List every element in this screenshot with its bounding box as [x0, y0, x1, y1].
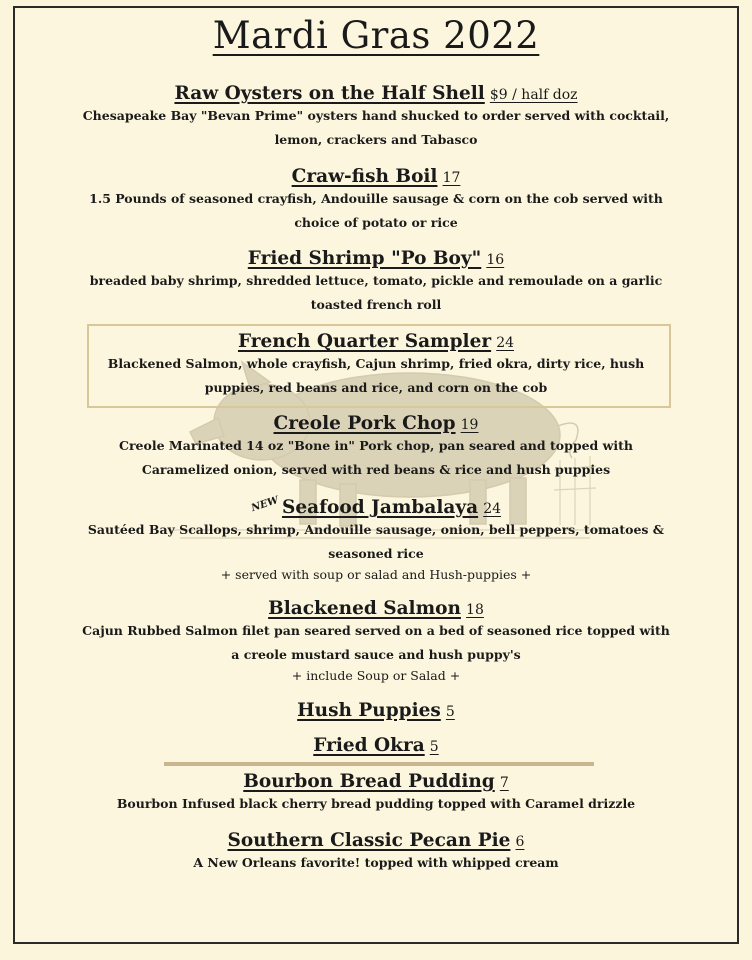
menu-item-hush-puppies	[0, 700, 752, 721]
menu-item-raw-oysters	[0, 83, 752, 152]
page-title: Mardi Gras 2022	[212, 14, 540, 57]
item-price: 19	[460, 417, 479, 433]
item-price: 24	[496, 335, 515, 351]
item-price: 16	[486, 252, 505, 268]
item-price: 5	[445, 704, 455, 720]
item-price: 6	[515, 834, 525, 850]
menu-item-fried-okra	[0, 735, 752, 756]
item-description: Sautéed Bay Scallops, shrimp, Andouille sausage, onion, bell peppers, tomatoes & seasoned rice	[87, 522, 665, 561]
item-price: 24	[483, 501, 502, 517]
item-name: French Quarter Sampler	[237, 331, 492, 352]
item-name: Fried Okra	[313, 735, 425, 756]
menu-item-fried-shrimp	[0, 248, 752, 317]
item-name: Seafood Jambalaya	[281, 497, 479, 518]
menu-item-french-quarter-sampler	[0, 331, 752, 400]
menu-item-bourbon-bread-pudding	[0, 771, 752, 816]
item-price: 7	[499, 775, 509, 791]
item-name: Creole Pork Chop	[273, 413, 456, 434]
item-name: Hush Puppies	[297, 700, 441, 721]
menu-item-pecan-pie	[0, 830, 752, 875]
menu-item-crawfish-boil	[0, 166, 752, 235]
item-name: Blackened Salmon	[268, 598, 461, 619]
item-price: $9 / half doz	[489, 87, 578, 103]
dessert-divider	[164, 762, 594, 766]
item-name: Bourbon Bread Pudding	[243, 771, 495, 792]
item-price: 17	[442, 170, 461, 186]
item-description: 1.5 Pounds of seasoned crayfish, Andouille sausage & corn on the cob served with choice of potato or rice	[89, 191, 663, 230]
item-name: Fried Shrimp "Po Boy"	[247, 248, 482, 269]
item-name: Raw Oysters on the Half Shell	[174, 83, 485, 104]
item-name: Southern Classic Pecan Pie	[227, 830, 511, 851]
item-description: breaded baby shrimp, shredded lettuce, tomato, pickle and remoulade on a garlic toasted french roll	[89, 273, 663, 312]
new-badge: NEW	[249, 494, 280, 515]
menu-item-blackened-salmon	[0, 598, 752, 685]
menu-item-seafood-jambalaya	[0, 494, 752, 584]
item-description: A New Orleans favorite! topped with whipped cream	[193, 855, 559, 870]
item-name: Craw-fish Boil	[291, 166, 438, 187]
item-note: + served with soup or salad and Hush-puppies +	[220, 567, 532, 582]
item-description: Chesapeake Bay "Bevan Prime" oysters hand shucked to order served with cocktail, lemon, crackers and Tabasco	[82, 108, 670, 147]
item-description: Cajun Rubbed Salmon filet pan seared served on a bed of seasoned rice topped with a creole mustard sauce and hush puppy's	[82, 623, 670, 662]
item-description: Blackened Salmon, whole crayfish, Cajun shrimp, fried okra, dirty rice, hush puppies, red beans and rice, and corn on the cob	[107, 356, 645, 395]
item-price: 5	[429, 739, 439, 755]
item-price: 18	[466, 602, 484, 618]
item-description: Bourbon Infused black cherry bread pudding topped with Caramel drizzle	[116, 796, 636, 811]
item-description: Creole Marinated 14 oz "Bone in" Pork chop, pan seared and topped with Caramelized onion, served with red beans & rice and hush puppies	[119, 438, 633, 477]
menu-item-creole-pork-chop	[0, 413, 752, 482]
item-note: + include Soup or Salad +	[291, 668, 461, 683]
